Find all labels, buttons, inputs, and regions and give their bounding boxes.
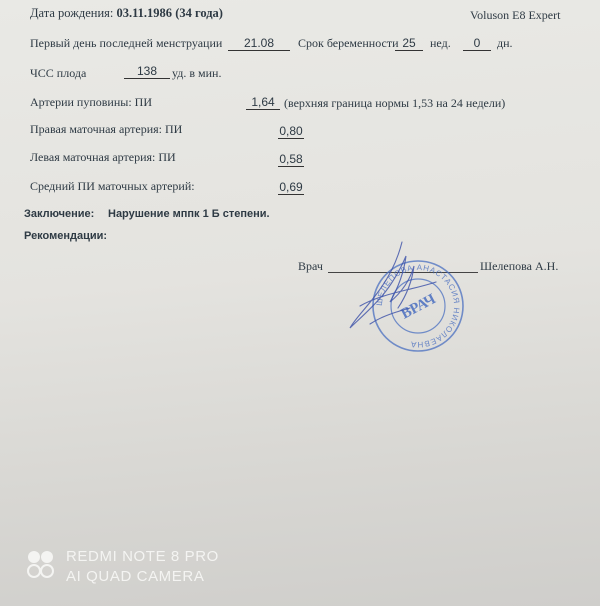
- stamp-center-text: ВРАЧ: [398, 291, 439, 323]
- left-uterine-value: 0,58: [279, 152, 303, 166]
- fhr-unit: уд. в мин.: [172, 66, 222, 80]
- age-value: (34 года): [175, 6, 223, 20]
- birth-date-label: Дата рождения:: [30, 6, 114, 20]
- watermark-model: REDMI NOTE 8 PRO: [66, 548, 219, 565]
- right-uterine-label: Правая маточная артерия: ПИ: [30, 122, 183, 136]
- umbilical-note: (верхняя граница нормы 1,53 на 24 недели): [284, 96, 506, 110]
- right-uterine-value: 0,80: [279, 124, 303, 138]
- stamp-ring-text: ШЕЛЕПОВА АНАСТАСИЯ НИКОЛАЕВНА: [374, 262, 462, 350]
- conclusion-text: Нарушение мппк 1 Б степени.: [108, 208, 270, 220]
- watermark-camera: AI QUAD CAMERA: [66, 568, 205, 585]
- fhr-label: ЧСС плода: [30, 66, 87, 80]
- mean-uterine-value: 0,69: [279, 180, 303, 194]
- lmp-label: Первый день последней менструации: [30, 36, 223, 50]
- camera-logo-icon: [26, 549, 56, 584]
- left-uterine-label: Левая маточная артерия: ПИ: [30, 150, 176, 164]
- gestation-weeks: 25: [395, 36, 423, 51]
- umbilical-pi-value: 1,64: [246, 95, 280, 110]
- device-name: Voluson E8 Expert: [470, 8, 561, 22]
- doctor-name: Шелепова А.Н.: [480, 259, 559, 273]
- conclusion-label: Заключение:: [24, 208, 95, 220]
- doctor-label: Врач: [298, 259, 323, 273]
- mean-uterine-label: Средний ПИ маточных артерий:: [30, 179, 195, 193]
- gestation-label: Срок беременности: [298, 36, 399, 50]
- recommendations-label: Рекомендации:: [24, 230, 108, 242]
- gestation-days: 0: [463, 36, 491, 51]
- lmp-value: 21.08: [228, 36, 290, 51]
- umbilical-label: Артерии пуповины: ПИ: [30, 95, 153, 109]
- days-unit: дн.: [497, 36, 513, 50]
- handwritten-signature: [340, 236, 450, 336]
- weeks-unit: нед.: [430, 36, 451, 50]
- fhr-value: 138: [124, 64, 170, 79]
- birth-date-value: 03.11.1986: [116, 6, 173, 20]
- birth-date-line: [30, 6, 223, 21]
